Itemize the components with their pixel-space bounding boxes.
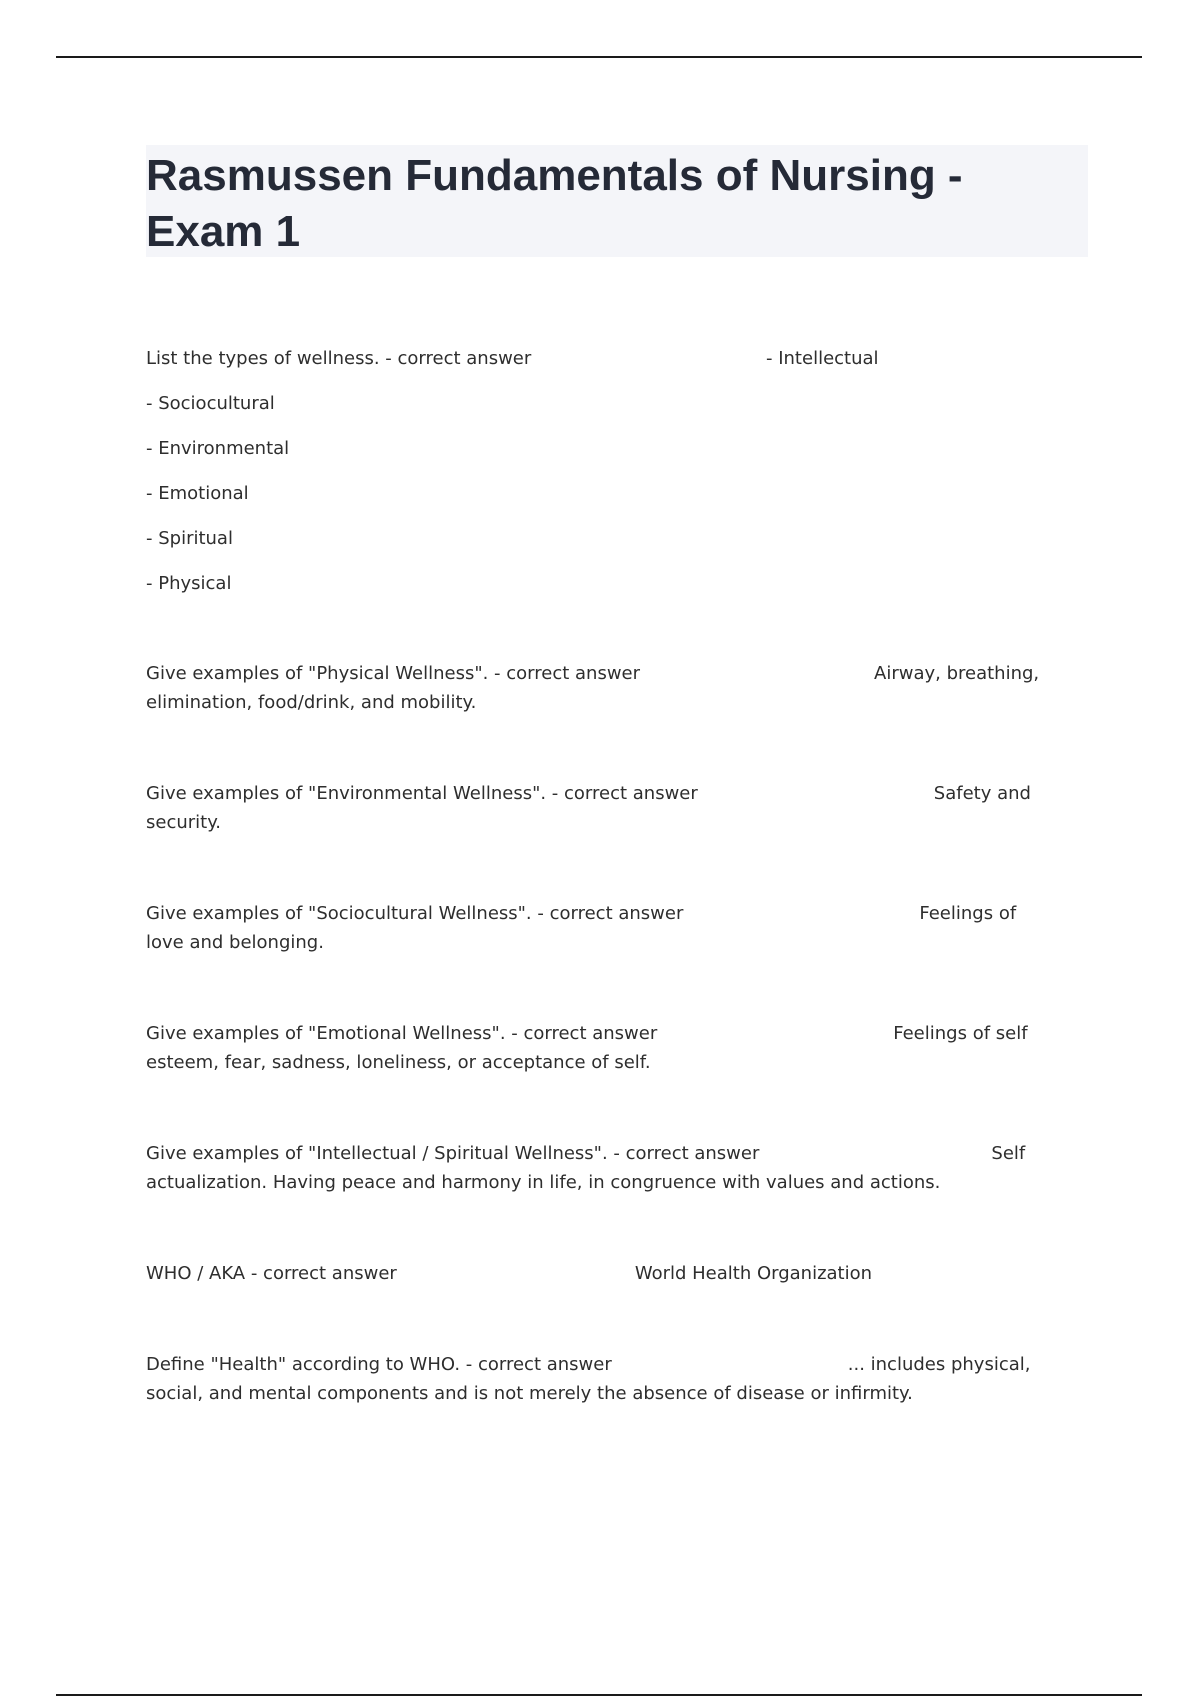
list-item: - Emotional <box>146 483 249 504</box>
question-text: Define "Health" according to WHO. - correct answer <box>146 1354 612 1375</box>
card-emotional-wellness <box>146 1019 1046 1077</box>
title-box <box>146 145 1088 257</box>
list-item: - Environmental <box>146 438 290 459</box>
answer-text: Airway, breathing, elimination, food/drink, and mobility. <box>146 663 1040 713</box>
card-intellectual-spiritual-wellness <box>146 1139 1046 1197</box>
question-text: Give examples of "Environmental Wellness". - correct answer <box>146 783 698 804</box>
question-text: Give examples of "Emotional Wellness". - correct answer <box>146 1023 658 1044</box>
bottom-rule <box>56 1694 1142 1696</box>
list-item: - Physical <box>146 573 232 594</box>
card-sociocultural-wellness <box>146 899 1046 957</box>
answer-text: Feelings of self esteem, fear, sadness, loneliness, or acceptance of self. <box>146 1023 1028 1073</box>
card-wellness-types <box>146 344 1046 614</box>
question-text: Give examples of "Sociocultural Wellness". - correct answer <box>146 903 684 924</box>
answer-text: ... includes physical, social, and mental components and is not merely the absence of disease or infirmity. <box>146 1354 1031 1404</box>
list-item: - Sociocultural <box>146 393 275 414</box>
question-text: Give examples of "Intellectual / Spiritual Wellness". - correct answer <box>146 1143 760 1164</box>
card-who-aka <box>146 1259 1046 1288</box>
card-physical-wellness <box>146 659 1046 717</box>
page-title: Rasmussen Fundamentals of Nursing - Exam 1 <box>146 151 963 256</box>
answer-text: Safety and security. <box>146 783 1031 833</box>
answer-text: Feelings of love and belonging. <box>146 903 1017 953</box>
question-text: WHO / AKA - correct answer <box>146 1263 397 1284</box>
question-text: List the types of wellness. - correct answer <box>146 348 532 369</box>
flashcard-list <box>146 344 1046 1408</box>
card-environmental-wellness <box>146 779 1046 837</box>
card-who-health-definition <box>146 1350 1046 1408</box>
wellness-list <box>146 389 1046 614</box>
answer-text: Self actualization. Having peace and harmony in life, in congruence with values and actions. <box>146 1143 1026 1193</box>
question-text: Give examples of "Physical Wellness". - correct answer <box>146 663 641 684</box>
list-item: - Spiritual <box>146 528 233 549</box>
answer-text: - Intellectual <box>766 348 879 369</box>
answer-text: World Health Organization <box>634 1263 873 1284</box>
top-rule <box>56 56 1142 58</box>
